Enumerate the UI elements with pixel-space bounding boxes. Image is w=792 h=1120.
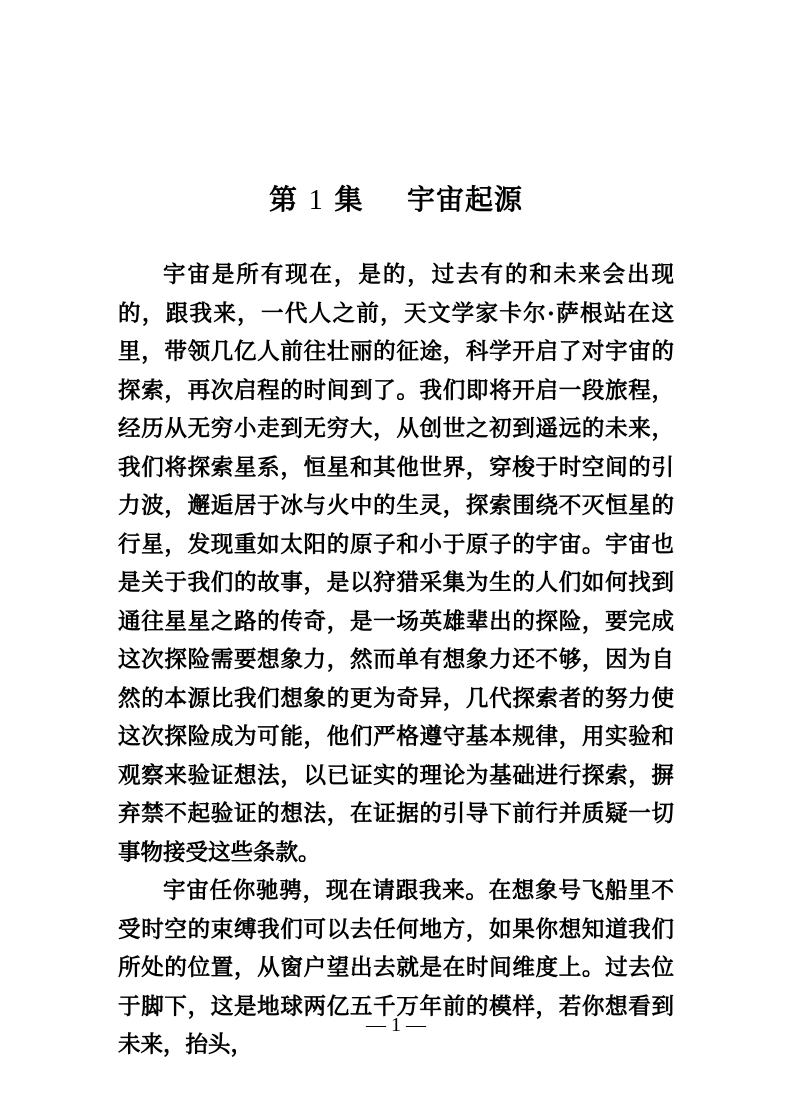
- chapter-title: [0, 180, 792, 221]
- paragraph-2: 宇宙任你驰骋，现在请跟我来。在想象号飞船里不受时空的束缚我们可以去任何地方，如果你想知道我们所处的位置，从窗户望出去就是在时间维度上。过去位于脚下，这是地球两亿五千万年前的模样，若你想看到未来，抬头，: [118, 878, 674, 1058]
- chapter-suffix: 集: [334, 183, 364, 216]
- paragraph-1: 宇宙是所有现在，是的，过去有的和未来会出现的，跟我来，一代人之前，天文学家卡尔·萨根站在这里，带领几亿人前往壮丽的征途，科学开启了对宇宙的探索，再次启程的时间到了。我们即将开启一段旅程，经历从无穷小走到无穷大，从创世之初到遥远的未来，我们将探索星系，恒星和其他世界，穿梭于时空间的引力波，邂逅居于冰与火中的生灵，探索围绕不灭恒星的行星，发现重如太阳的原子和小于原子的宇宙。宇宙也是关于我们的故事，是以狩猎采集为生的人们如何找到通往星星之路的传奇，是一场英雄辈出的探险，要完成这次探险需要想象力，然而单有想象力还不够，因为自然的本源比我们想象的更为奇异，几代探索者的努力使这次探险成为可能，他们严格遵守基本规律，用实验和观察来验证想法，以已证实的理论为基础进行探索，摒弃禁不起验证的想法，在证据的引导下前行并质疑一切事物接受这些条款。: [118, 262, 674, 866]
- body-text: [118, 256, 674, 1065]
- chapter-prefix: 第: [268, 183, 298, 216]
- page-number: — 1 —: [366, 1014, 426, 1036]
- chapter-name: 宇宙起源: [407, 183, 524, 216]
- chapter-number: 1: [308, 185, 324, 216]
